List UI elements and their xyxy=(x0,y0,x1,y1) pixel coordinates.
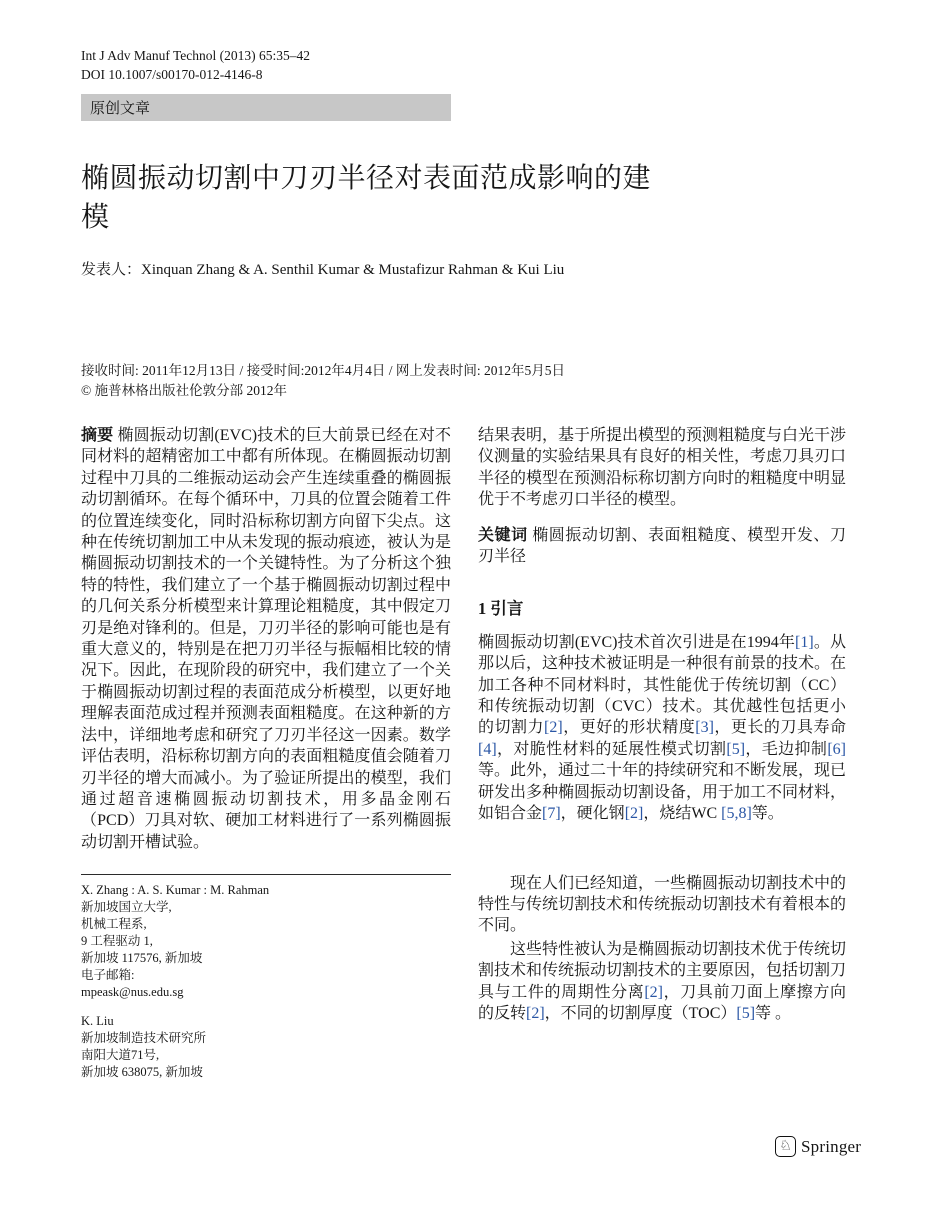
keywords-label: 关键词 xyxy=(478,526,533,544)
footnote-line: 新加坡 638075, 新加坡 xyxy=(81,1065,203,1079)
intro-paragraph-2: 现在人们已经知道，一些椭圆振动切割技术中的特性与传统切割技术和传统振动切割技术有着根本的不同。 xyxy=(478,874,847,935)
article-type-label: 原创文章 xyxy=(90,101,151,117)
text-run: ，更好的形状精度 xyxy=(562,719,696,737)
springer-knight-icon: ♘ xyxy=(775,1136,796,1157)
citation-link[interactable]: [2] xyxy=(644,983,663,1001)
citation-link[interactable]: [2] xyxy=(544,719,563,737)
paper-title: 椭圆振动切割中刀刃半径对表面范成影响的建模 xyxy=(81,163,652,233)
citation-link[interactable]: [6] xyxy=(827,740,846,758)
springer-wordmark: Springer xyxy=(801,1136,862,1156)
text-run: 椭圆振动切割(EVC)技术的巨大前景已经在对不同材料的超精密加工中都有所体现。在椭圆振动切割过程中刀具的二维振动运动会产生连续重叠的椭圆振动切割循环。在每个循环中，刀具的位置会随着工件的位置连续变化，同时沿标称切割方向留下尖点。这种在传统切割加工中从未发现的振动痕迹，被认为是椭圆振动切割技术的一个关键特性。为了分析这个独特的特性，我们建立了一个基于椭圆振动切割过程中的几何关系分析模型来计算理论粗糙度，其中假定刀刃是绝对锋利的。但是，刀刃半径的影响可能也是有重大意义的，特别是在把刀刃半径与振幅相比较的情况下。因此，在现阶段的研究中，我们建立了一个关于椭圆振动切割过程的表面范成分析模型，以更好地理解表面范成过程并预测表面粗糙度。在这种新的方法中，详细地考虑和研究了刀刃半径这一因素。数学评估表明，沿标称切割方向的表面粗糙度值会随着刀刃半径的增大而减小。为了验证所提出的模型，我们通过超音速椭圆振动切割技术，用多晶金刚石（PCD）刀具对软、硬加工材料进行了一系列椭圆振动切割开槽试验。 xyxy=(81,427,451,851)
citation-link[interactable]: [1] xyxy=(795,633,814,651)
abstract-continuation: 结果表明，基于所提出模型的预测粗糙度与白光干涉仪测量的实验结果具有良好的相关性，考虑刀具刃口半径的模型在预测沿标称切割方向时的粗糙度中明显优于不考虑刃口半径的模型。 xyxy=(478,427,847,509)
intro-paragraph-1 xyxy=(478,632,846,825)
text-run: 这些特性被认为是椭圆振动切割技术优于传统切割技术和传统振动切割技术的主要原因，包括切割刀具与工件的周期性分离 xyxy=(478,940,847,1001)
citation-link[interactable]: [7] xyxy=(542,805,561,823)
citation-link[interactable]: [4] xyxy=(478,740,497,758)
footnote-line: 机械工程系, xyxy=(81,917,147,931)
text-run: 等 。 xyxy=(755,1004,792,1022)
author-names: Xinquan Zhang & A. Senthil Kumar & Mustafizur Rahman & Kui Liu xyxy=(141,262,565,278)
left-column xyxy=(81,425,451,853)
citation-link[interactable]: [5] xyxy=(726,740,746,758)
text-run: 等。 xyxy=(751,805,784,823)
history-dates-line: 接收时间: 2011年12月13日 / 接受时间:2012年4月4日 / 网上发表时间: 2012年5月5日 xyxy=(81,363,566,378)
footnote-line: 南阳大道71号, xyxy=(81,1048,160,1062)
text-run: ，毛边抑制 xyxy=(745,740,828,758)
citation-link[interactable]: [2] xyxy=(624,805,644,823)
text-run: ，硬化钢 xyxy=(560,805,625,823)
footnote-line: 电子邮箱: xyxy=(81,968,135,982)
footnote-line: X. Zhang : A. S. Kumar : M. Rahman xyxy=(81,883,270,897)
section-heading-introduction: 1 引言 xyxy=(478,599,524,619)
doi-line: DOI 10.1007/s00170-012-4146-8 xyxy=(81,67,263,82)
footnote-line: 9 工程驱动 1, xyxy=(81,934,153,948)
footnote-email: mpeask@nus.edu.sg xyxy=(81,985,184,999)
citation-link[interactable]: [5] xyxy=(736,1004,756,1022)
intro-paragraph-3 xyxy=(478,939,846,1025)
copyright-line: © 施普林格出版社伦敦分部 2012年 xyxy=(81,382,288,398)
affiliation-group-2 xyxy=(81,1013,451,1081)
keywords-block xyxy=(478,525,846,568)
text-run: ，烧结WC xyxy=(643,805,722,823)
footnote-line: K. Liu xyxy=(81,1014,114,1028)
journal-header xyxy=(81,46,310,84)
footnote-line: 新加坡国立大学, xyxy=(81,900,172,914)
citation-link[interactable]: [2] xyxy=(526,1004,545,1022)
affiliation-group-1 xyxy=(81,882,451,1001)
citation-link[interactable]: [5,8] xyxy=(721,805,752,823)
footnote-line: 新加坡 117576, 新加坡 xyxy=(81,951,203,965)
right-column xyxy=(478,425,846,1024)
correspondence-footnote xyxy=(81,874,451,1081)
text-run: ，更长的刀具寿命 xyxy=(713,719,846,737)
abstract-paragraph xyxy=(81,425,451,853)
article-dates xyxy=(81,361,565,400)
article-type-banner xyxy=(81,94,451,121)
text-run: 椭圆振动切割、表面粗糙度、模型开发、刀刃半径 xyxy=(478,526,846,566)
text-run: ，不同的切割厚度（TOC） xyxy=(544,1004,737,1022)
author-byline xyxy=(81,258,564,279)
text-run: 椭圆振动切割(EVC)技术首次引进是在1994年 xyxy=(478,633,796,651)
text-run: 等。此外，通过二十年的持续研究和不断发展，现已研发出多种椭圆振动切割设备，用于加工不同材料，如铝合金 xyxy=(478,762,847,823)
journal-citation-line: Int J Adv Manuf Technol (2013) 65:35–42 xyxy=(81,48,311,63)
text-run: 。从那以后，这种技术被证明是一种很有前景的技术。在加工各种不同材料时，其性能优于传统切割（CC）和传统振动切割（CVC）技术。其优越性包括更小的切割力 xyxy=(478,633,847,737)
footnote-line: 新加坡制造技术研究所 xyxy=(81,1031,207,1045)
springer-logo xyxy=(775,1136,861,1157)
text-run: ，刀具前刀面上摩擦方向的反转 xyxy=(478,983,846,1022)
byline-prefix: 发表人： xyxy=(81,262,142,278)
text-run: ，对脆性材料的延展性模式切割 xyxy=(496,740,727,758)
citation-link[interactable]: [3] xyxy=(695,719,714,737)
abstract-label: 摘要 xyxy=(81,427,118,444)
